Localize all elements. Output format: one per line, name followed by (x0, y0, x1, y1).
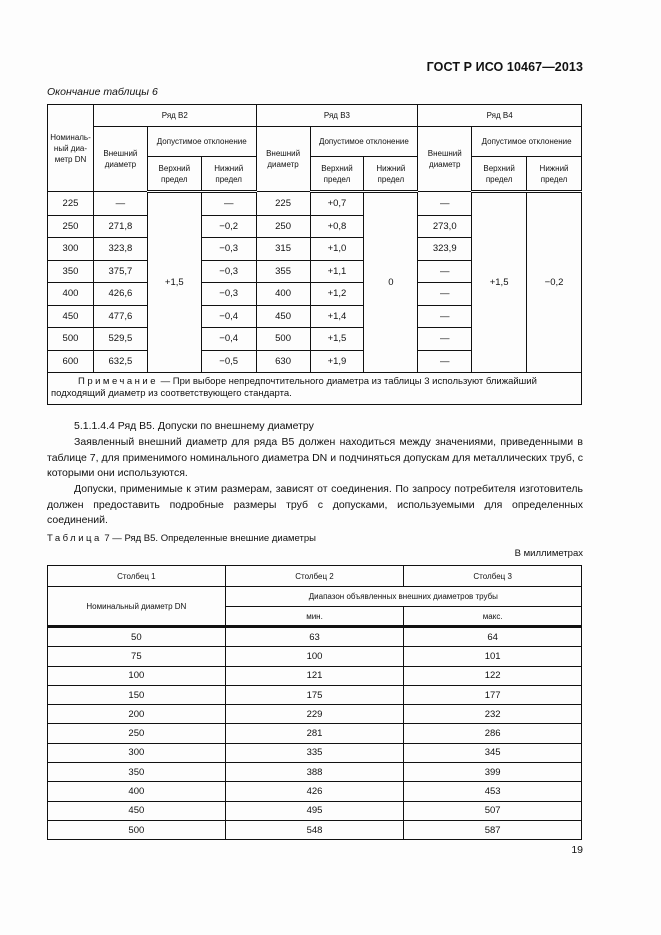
cell-dn: 250 (48, 724, 226, 743)
cell-dn: 350 (48, 260, 94, 283)
cell-b2-od: 323,8 (93, 238, 147, 261)
table-row (48, 627, 582, 647)
header-row-b2: Ряд В2 (93, 105, 256, 127)
header-b4-lower: Нижний предел (527, 157, 582, 192)
header-row-b4: Ряд В4 (418, 105, 582, 127)
cell-min: 495 (225, 801, 404, 820)
header-b3-lower: Нижний предел (364, 157, 418, 192)
cell-b3-upper: +1,5 (310, 328, 364, 351)
cell-b2-lower: −0,4 (201, 305, 256, 328)
table7-caption-text: 7 — Ряд В5. Определенные внешние диаметры (101, 533, 316, 544)
cell-max: 345 (404, 743, 582, 762)
header-b2-outer-diameter: Внешний диаметр (93, 127, 147, 192)
cell-b4-od: — (418, 260, 472, 283)
table-row (48, 705, 582, 724)
note-text: — При выборе непредпочтительного диаметра из таблицы 3 используют ближайший подходящий диаметр из соответствующего стандарта. (51, 376, 537, 399)
cell-max: 101 (404, 647, 582, 666)
cell-b2-od: 632,5 (93, 350, 147, 373)
cell-b4-od: — (418, 192, 472, 216)
cell-max: 399 (404, 763, 582, 782)
header-row-b3: Ряд В3 (256, 105, 418, 127)
cell-max: 122 (404, 666, 582, 685)
cell-b3-od: 250 (256, 215, 310, 238)
header-max: макс. (404, 607, 582, 627)
cell-b3-upper: +1,0 (310, 238, 364, 261)
cell-b3-upper: +0,7 (310, 192, 364, 216)
header-b3-outer-diameter: Внешний диаметр (256, 127, 310, 192)
table7-caption-label: Таблица (47, 533, 102, 544)
cell-b2-lower: −0,5 (201, 350, 256, 373)
header-min: мин. (225, 607, 404, 627)
cell-b3-upper: +1,4 (310, 305, 364, 328)
cell-b2-od: 477,6 (93, 305, 147, 328)
cell-b2-lower: −0,3 (201, 260, 256, 283)
header-b4-upper: Верхний предел (472, 157, 527, 192)
cell-b4-od: — (418, 328, 472, 351)
cell-b2-lower: −0,2 (201, 215, 256, 238)
header-nominal-diameter: Номинальный диаметр DN (48, 587, 226, 627)
cell-b3-od: 500 (256, 328, 310, 351)
cell-dn: 600 (48, 350, 94, 373)
table6-caption: Окончание таблицы 6 (47, 86, 158, 98)
document-code: ГОСТ Р ИСО 10467—2013 (426, 60, 583, 74)
header-column-2: Столбец 2 (225, 566, 404, 587)
table-row (48, 801, 582, 820)
cell-b4-upper-merged: +1,5 (472, 192, 527, 373)
cell-b2-lower: −0,3 (201, 238, 256, 261)
table-note-row (48, 373, 582, 405)
table-row (48, 763, 582, 782)
table-row (48, 666, 582, 685)
header-column-3: Столбец 3 (404, 566, 582, 587)
cell-b3-lower-merged: 0 (364, 192, 418, 373)
cell-dn: 50 (48, 627, 226, 647)
cell-max: 587 (404, 820, 582, 839)
cell-b4-od: — (418, 305, 472, 328)
cell-max: 177 (404, 685, 582, 704)
cell-b3-od: 225 (256, 192, 310, 216)
cell-dn: 500 (48, 328, 94, 351)
cell-b3-od: 315 (256, 238, 310, 261)
table-6 (47, 104, 582, 405)
cell-b4-od: 323,9 (418, 238, 472, 261)
header-nominal-diameter: Номиналь-ный диа-метр DN (48, 105, 94, 192)
table-row (48, 647, 582, 666)
table-row (48, 743, 582, 762)
table-row (48, 724, 582, 743)
table-row (48, 685, 582, 704)
cell-dn: 500 (48, 820, 226, 839)
cell-b2-od: 375,7 (93, 260, 147, 283)
cell-b2-od: 426,6 (93, 283, 147, 306)
cell-min: 121 (225, 666, 404, 685)
cell-max: 453 (404, 782, 582, 801)
table-row (48, 782, 582, 801)
table-row (48, 192, 582, 216)
cell-min: 388 (225, 763, 404, 782)
cell-dn: 400 (48, 782, 226, 801)
header-b4-outer-diameter: Внешний диаметр (418, 127, 472, 192)
cell-dn: 225 (48, 192, 94, 216)
page-number: 19 (571, 844, 583, 856)
cell-b4-od: 273,0 (418, 215, 472, 238)
cell-max: 64 (404, 627, 582, 647)
header-b3-tolerance: Допустимое отклонение (310, 127, 418, 157)
cell-dn: 400 (48, 283, 94, 306)
cell-b2-upper-merged: +1,5 (147, 192, 201, 373)
cell-max: 286 (404, 724, 582, 743)
table-7 (47, 565, 582, 840)
cell-b2-lower: −0,4 (201, 328, 256, 351)
cell-b3-od: 355 (256, 260, 310, 283)
cell-dn: 450 (48, 801, 226, 820)
section-paragraph-2: Допуски, применимые к этим размерам, зависят от соединения. По запросу потребителя изготовитель должен предоставить подробные размеры труб с допусками, используемыми для определенных соединений. (47, 483, 583, 527)
cell-min: 175 (225, 685, 404, 704)
cell-dn: 200 (48, 705, 226, 724)
cell-dn: 250 (48, 215, 94, 238)
table7-caption (47, 533, 316, 544)
cell-b3-od: 450 (256, 305, 310, 328)
cell-min: 281 (225, 724, 404, 743)
cell-dn: 75 (48, 647, 226, 666)
cell-min: 229 (225, 705, 404, 724)
cell-b3-upper: +0,8 (310, 215, 364, 238)
table-row (48, 820, 582, 839)
cell-dn: 300 (48, 743, 226, 762)
cell-dn: 450 (48, 305, 94, 328)
cell-b2-od: 271,8 (93, 215, 147, 238)
cell-b3-upper: +1,9 (310, 350, 364, 373)
header-b2-upper: Верхний предел (147, 157, 201, 192)
table-note (48, 373, 582, 405)
cell-b2-lower: — (201, 192, 256, 216)
cell-b2-od: 529,5 (93, 328, 147, 351)
cell-min: 548 (225, 820, 404, 839)
header-column-1: Столбец 1 (48, 566, 226, 587)
cell-dn: 300 (48, 238, 94, 261)
cell-b3-od: 400 (256, 283, 310, 306)
cell-min: 100 (225, 647, 404, 666)
cell-dn: 100 (48, 666, 226, 685)
header-b2-tolerance: Допустимое отклонение (147, 127, 256, 157)
cell-b3-upper: +1,2 (310, 283, 364, 306)
cell-min: 335 (225, 743, 404, 762)
cell-min: 63 (225, 627, 404, 647)
cell-b2-od: — (93, 192, 147, 216)
cell-b4-od: — (418, 283, 472, 306)
cell-max: 507 (404, 801, 582, 820)
header-b4-tolerance: Допустимое отклонение (472, 127, 582, 157)
header-b3-upper: Верхний предел (310, 157, 364, 192)
cell-dn: 150 (48, 685, 226, 704)
cell-dn: 350 (48, 763, 226, 782)
note-label: Примечание (78, 376, 158, 387)
section-paragraph-1: Заявленный внешний диаметр для ряда В5 должен находиться между значениями, приведенными в таблице 7, для применимого номинального диаметра DN и подчиняться допускам для металлических труб, с которыми они используются. (47, 436, 583, 480)
cell-min: 426 (225, 782, 404, 801)
section-heading: 5.1.1.4.4 Ряд В5. Допуски по внешнему диаметру (74, 420, 314, 432)
cell-b3-upper: +1,1 (310, 260, 364, 283)
table7-units: В миллиметрах (514, 548, 583, 559)
header-diameter-range: Диапазон объявленных внешних диаметров трубы (225, 587, 581, 607)
cell-b4-lower-merged: −0,2 (527, 192, 582, 373)
cell-b3-od: 630 (256, 350, 310, 373)
header-b2-lower: Нижний предел (201, 157, 256, 192)
cell-b2-lower: −0,3 (201, 283, 256, 306)
cell-max: 232 (404, 705, 582, 724)
cell-b4-od: — (418, 350, 472, 373)
